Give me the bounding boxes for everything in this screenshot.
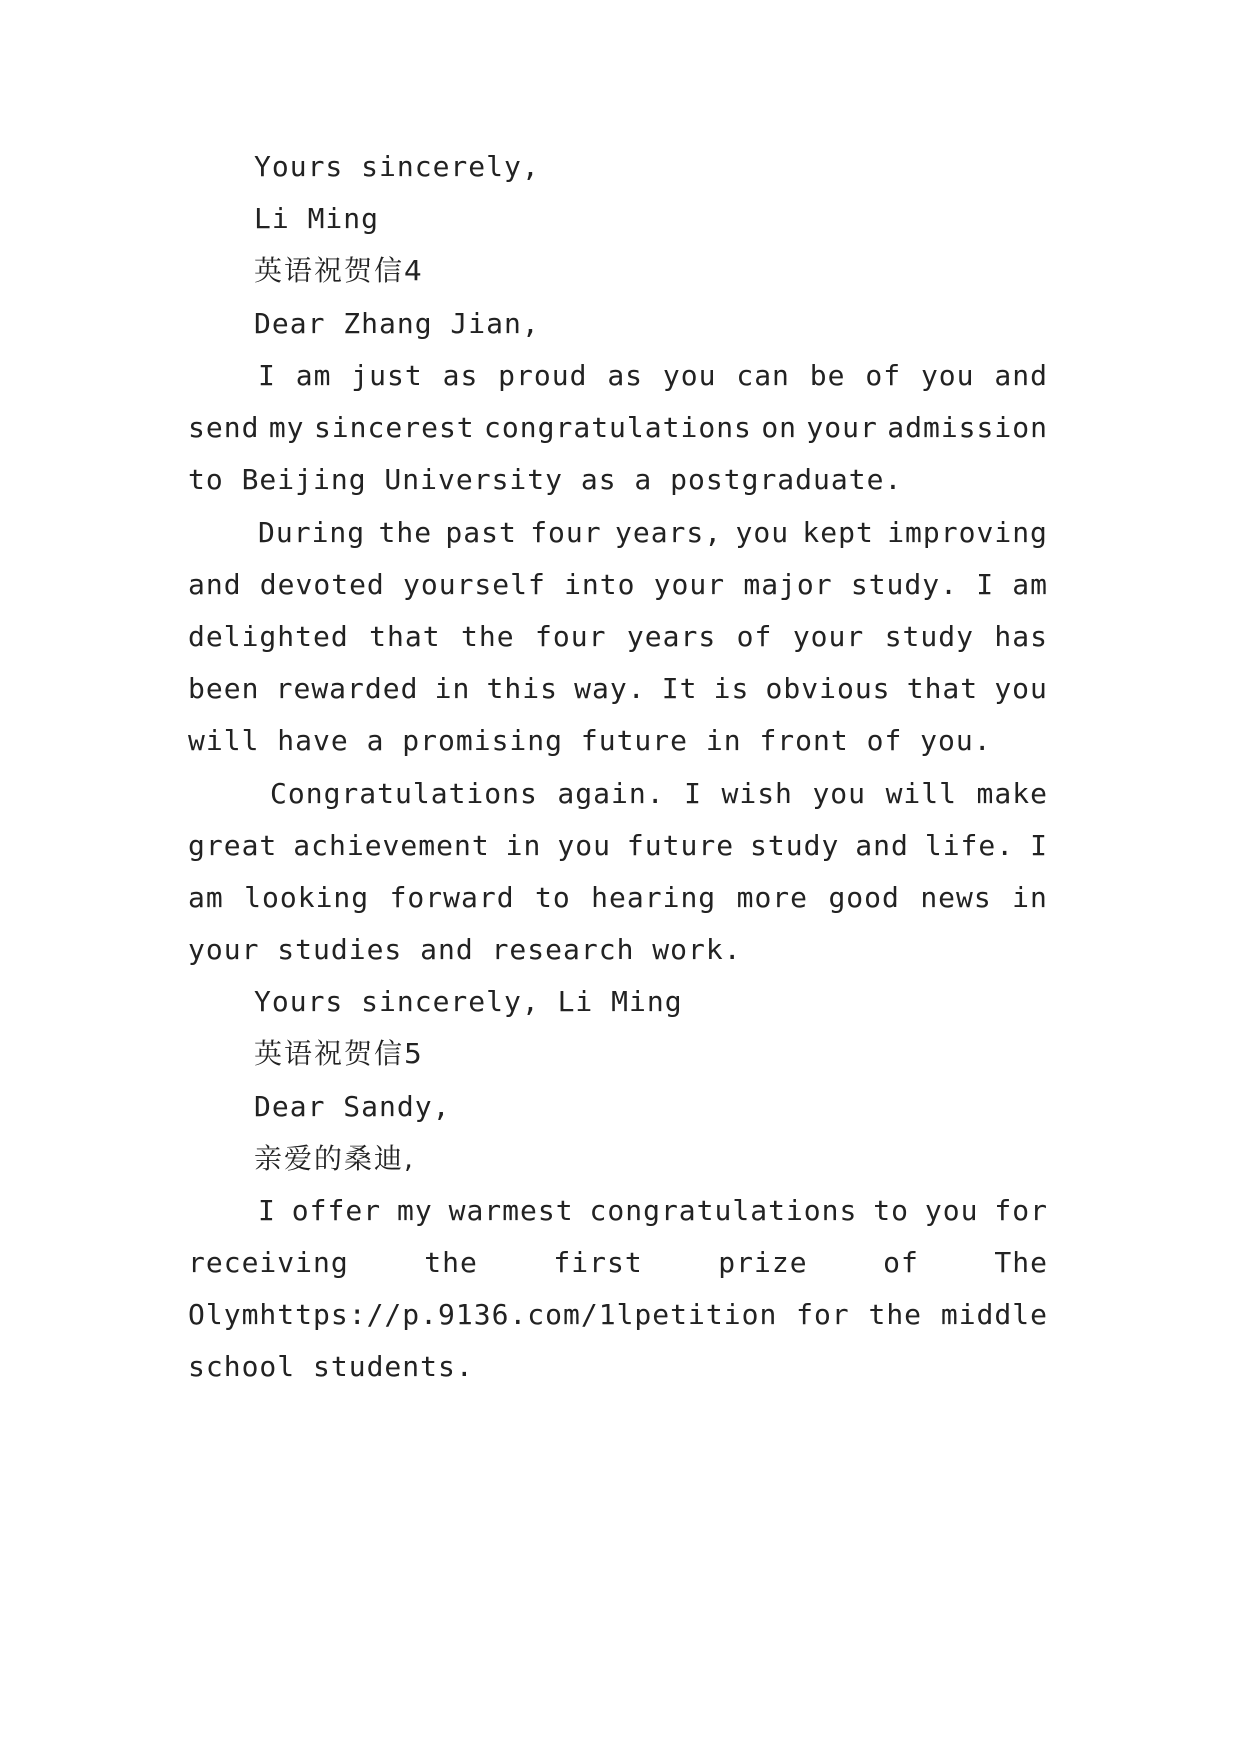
letter-closing: Yours sincerely, Li Ming	[254, 985, 683, 1018]
paragraph-line: delighted that the four years of your study has	[188, 620, 1048, 653]
paragraph-line: I offer my warmest congratulations to you for	[258, 1194, 1048, 1227]
paragraph-line: your studies and research work.	[188, 933, 742, 966]
closing-name: Li Ming	[254, 202, 380, 235]
paragraph-line: receiving the first prize of The	[188, 1246, 1048, 1279]
paragraph-line: will have a promising future in front of you.	[188, 724, 992, 757]
paragraph-line: school students.	[188, 1350, 474, 1383]
paragraph-line: and devoted yourself into your major study. I am	[188, 568, 1048, 601]
letter-heading: 英语祝贺信4	[254, 254, 424, 287]
paragraph-line: During the past four years, you kept improving	[258, 516, 1048, 549]
letter-greeting: Dear Sandy,	[254, 1090, 451, 1123]
paragraph-line: been rewarded in this way. It is obvious that you	[188, 672, 1048, 705]
paragraph-line: Olymhttps://p.9136.com/1lpetition for the middle	[188, 1298, 1048, 1331]
letter-greeting-chinese: 亲爱的桑迪,	[254, 1142, 415, 1175]
letter-greeting: Dear Zhang Jian,	[254, 307, 540, 340]
letter-heading: 英语祝贺信5	[254, 1037, 424, 1070]
paragraph-line: great achievement in you future study and life. I	[188, 829, 1048, 862]
paragraph-line: send my sincerest congratulations on your admission	[188, 411, 1048, 444]
paragraph-line: I am just as proud as you can be of you and	[258, 359, 1048, 392]
paragraph-line: to Beijing University as a postgraduate.	[188, 463, 903, 496]
paragraph-line: Congratulations again. I wish you will make	[270, 777, 1048, 810]
closing-salutation: Yours sincerely,	[254, 150, 540, 183]
paragraph-line: am looking forward to hearing more good news in	[188, 881, 1048, 914]
